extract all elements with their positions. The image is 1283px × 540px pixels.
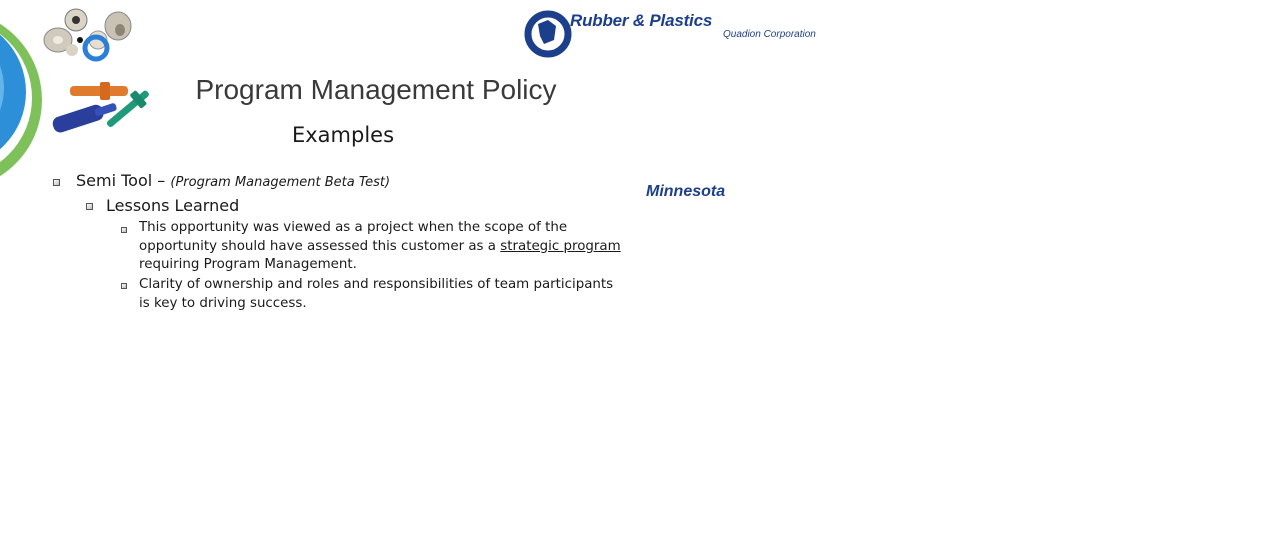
bullet-lessons-learned: Lessons Learned	[106, 196, 240, 215]
bullet-semi-tool	[76, 171, 390, 190]
point-2-line-2: is key to driving success.	[139, 295, 307, 311]
logo-line-3: Quadion Corporation	[723, 29, 816, 40]
strategic-program-link[interactable]: strategic program	[500, 238, 621, 254]
lesson-point-2	[139, 276, 699, 313]
slide-title: Program Management Policy	[195, 74, 557, 105]
logo-wordmark	[570, 11, 816, 200]
logo-line-1: Minnesota	[646, 183, 726, 200]
point-1-line-1: This opportunity was viewed as a project when the scope of the	[139, 220, 568, 235]
point-1-text: opportunity should have assessed this customer as a	[139, 238, 501, 254]
point-1-line-2	[139, 238, 699, 257]
bullet-square-icon	[53, 179, 60, 186]
point-2-line-1: Clarity of ownership and roles and responsibilities of team participants	[139, 277, 614, 292]
logo-line-2: Rubber & Plastics	[570, 11, 713, 30]
rubber-parts-image	[44, 9, 153, 134]
bullet-square-icon	[121, 283, 127, 289]
lesson-point-1	[139, 219, 699, 275]
bullet-square-icon	[121, 227, 127, 233]
bullet-square-icon	[86, 203, 93, 210]
slide-subtitle: Examples	[291, 123, 395, 147]
point-1-line-3: requiring Program Management.	[139, 257, 357, 272]
semi-tool-note: (Program Management Beta Test)	[170, 175, 391, 190]
semi-tool-label: Semi Tool –	[76, 171, 166, 190]
